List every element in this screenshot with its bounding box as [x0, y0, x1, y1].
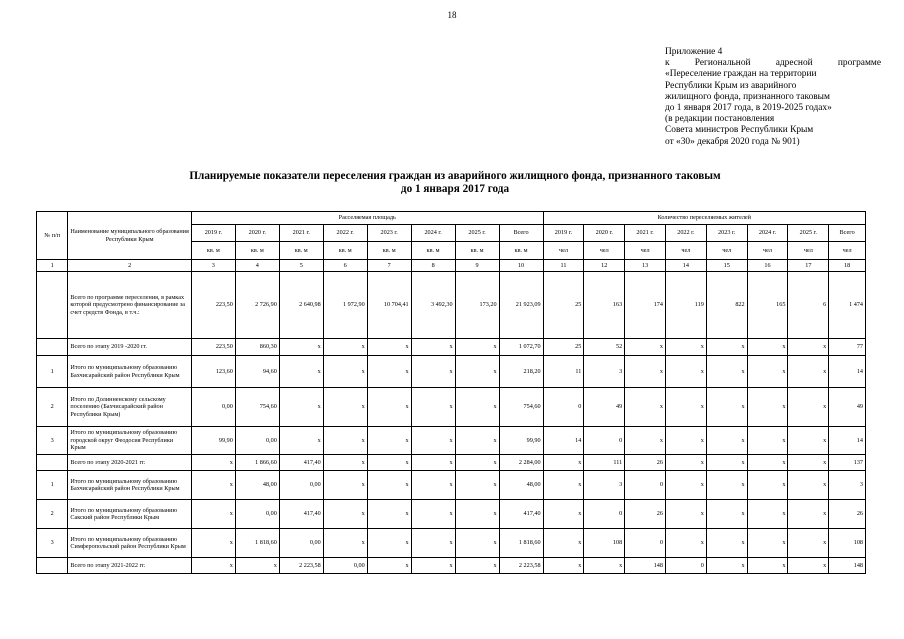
people-value: x	[625, 339, 666, 356]
people-value: x	[747, 388, 788, 427]
row-name: Итого по Долинненскому сельскому поселению (Бахчисарайский район Республики Крым)	[68, 388, 191, 427]
header-area-year: 2021 г.	[279, 225, 323, 242]
people-value: x	[788, 529, 829, 558]
header-people-group: Количество переселяемых жителей	[543, 212, 865, 225]
people-value: x	[543, 471, 584, 500]
header-people-year: 2019 г.	[543, 225, 584, 242]
area-value: x	[367, 427, 411, 455]
header-area-year: 2019 г.	[191, 225, 235, 242]
people-value: 26	[829, 500, 866, 529]
area-value: 48,00	[235, 471, 279, 500]
appendix-line: (в редакции постановления	[665, 114, 775, 125]
area-value: x	[367, 356, 411, 388]
area-value: 417,40	[279, 455, 323, 471]
people-value: x	[706, 427, 747, 455]
people-value: x	[788, 558, 829, 574]
row-number: 3	[37, 427, 68, 455]
area-value: x	[279, 427, 323, 455]
header-people-unit: чел	[829, 242, 866, 260]
area-value: 223,50	[191, 339, 235, 356]
area-value: 2 640,98	[279, 272, 323, 339]
area-value: 48,00	[499, 471, 543, 500]
area-value: 0,00	[279, 471, 323, 500]
area-value: x	[455, 339, 499, 356]
page-number: 18	[447, 10, 457, 20]
area-value: 94,60	[235, 356, 279, 388]
area-value: x	[191, 471, 235, 500]
header-people-year: 2020 г.	[584, 225, 625, 242]
area-value: x	[191, 529, 235, 558]
area-value: 1 072,70	[499, 339, 543, 356]
area-value: x	[323, 471, 367, 500]
people-value: 137	[829, 455, 866, 471]
area-value: 754,60	[499, 388, 543, 427]
header-area-unit: кв. м	[499, 242, 543, 260]
area-value: 0,00	[323, 558, 367, 574]
row-number: 3	[37, 529, 68, 558]
people-value: 0	[543, 388, 584, 427]
header-column-number: 11	[543, 260, 584, 272]
people-value: x	[747, 558, 788, 574]
area-value: x	[455, 529, 499, 558]
people-value: x	[665, 427, 706, 455]
area-value: x	[455, 356, 499, 388]
table-row	[37, 500, 866, 529]
area-value: 754,60	[235, 388, 279, 427]
row-name: Итого по муниципальному образованию городской округ Феодосия Республики Крым	[68, 427, 191, 455]
people-value: 14	[829, 427, 866, 455]
people-value: 148	[829, 558, 866, 574]
row-name: Всего по этапу 2021-2022 гг.	[68, 558, 191, 574]
area-value: 123,60	[191, 356, 235, 388]
header-people-unit: чел	[665, 242, 706, 260]
area-value: x	[323, 339, 367, 356]
header-people-year: 2021 г.	[625, 225, 666, 242]
row-number: 2	[37, 388, 68, 427]
people-value: 174	[625, 272, 666, 339]
people-value: 165	[747, 272, 788, 339]
header-name: Наименование муниципального образования Республики Крым	[68, 212, 191, 260]
header-column-number: 6	[323, 260, 367, 272]
appendix-line: жилищного фонда, признанного таковым	[665, 91, 830, 102]
people-value: 108	[829, 529, 866, 558]
header-people-unit: чел	[747, 242, 788, 260]
area-value: x	[455, 427, 499, 455]
people-value: x	[706, 500, 747, 529]
header-area-year: 2020 г.	[235, 225, 279, 242]
area-value: 21 923,09	[499, 272, 543, 339]
header-area-year: 2023 г.	[367, 225, 411, 242]
area-value: 1 818,60	[235, 529, 279, 558]
area-value: 2 223,58	[279, 558, 323, 574]
area-value: x	[411, 339, 455, 356]
table-row	[37, 427, 866, 455]
people-value: x	[747, 471, 788, 500]
people-value: 108	[584, 529, 625, 558]
people-value: x	[788, 471, 829, 500]
people-value: x	[543, 500, 584, 529]
area-value: 99,90	[191, 427, 235, 455]
header-people-year: 2022 г.	[665, 225, 706, 242]
people-value: x	[665, 471, 706, 500]
area-value: x	[279, 339, 323, 356]
area-value: x	[323, 500, 367, 529]
people-value: 26	[625, 500, 666, 529]
area-value: x	[367, 339, 411, 356]
area-value: 0,00	[235, 427, 279, 455]
table-row	[37, 471, 866, 500]
header-area-unit: кв. м	[191, 242, 235, 260]
header-people-unit: чел	[706, 242, 747, 260]
header-people-year: Всего	[829, 225, 866, 242]
area-value: x	[367, 500, 411, 529]
appendix-note	[665, 47, 881, 148]
people-value: x	[543, 529, 584, 558]
area-value: x	[279, 356, 323, 388]
area-value: 223,50	[191, 272, 235, 339]
area-value: 417,40	[499, 500, 543, 529]
area-value: x	[411, 471, 455, 500]
header-area-year: 2025 г.	[455, 225, 499, 242]
area-value: x	[191, 558, 235, 574]
header-column-number: 16	[747, 260, 788, 272]
area-value: x	[367, 388, 411, 427]
header-column-number: 4	[235, 260, 279, 272]
row-name: Всего по этапу 2019 -2020 гг.	[68, 339, 191, 356]
header-people-year: 2024 г.	[747, 225, 788, 242]
area-value: 0,00	[279, 529, 323, 558]
people-value: x	[747, 356, 788, 388]
header-people-unit: чел	[543, 242, 584, 260]
people-value: 0	[625, 471, 666, 500]
people-value: x	[747, 455, 788, 471]
people-value: x	[788, 356, 829, 388]
people-value: x	[665, 339, 706, 356]
area-value: x	[367, 471, 411, 500]
appendix-line: Приложение 4	[665, 47, 723, 57]
header-column-number: 12	[584, 260, 625, 272]
area-value: x	[323, 427, 367, 455]
resettlement-table	[36, 211, 866, 574]
header-column-number: 7	[367, 260, 411, 272]
people-value: x	[625, 388, 666, 427]
header-area-unit: кв. м	[411, 242, 455, 260]
table-row	[37, 455, 866, 471]
area-value: x	[411, 558, 455, 574]
people-value: x	[665, 388, 706, 427]
header-area-year: Всего	[499, 225, 543, 242]
people-value: x	[788, 339, 829, 356]
people-value: x	[706, 356, 747, 388]
people-value: x	[706, 388, 747, 427]
people-value: x	[665, 500, 706, 529]
people-value: x	[747, 427, 788, 455]
area-value: 218,20	[499, 356, 543, 388]
header-column-number: 15	[706, 260, 747, 272]
header-area-year: 2022 г.	[323, 225, 367, 242]
people-value: x	[747, 500, 788, 529]
area-value: 1 818,60	[499, 529, 543, 558]
people-value: 6	[788, 272, 829, 339]
header-column-number: 18	[829, 260, 866, 272]
row-name: Всего по программе переселения, в рамках которой предусмотрено финансирование за счет средств Фонда, в т.ч.:	[68, 272, 191, 339]
header-area-group: Расселяемая площадь	[191, 212, 543, 225]
header-area-unit: кв. м	[323, 242, 367, 260]
area-value: x	[323, 455, 367, 471]
row-name: Итого по муниципальному образованию Сакский район Республики Крым	[68, 500, 191, 529]
area-value: x	[235, 558, 279, 574]
area-value: 0,00	[191, 388, 235, 427]
table-row	[37, 356, 866, 388]
appendix-line: «Переселение граждан на территории	[665, 69, 817, 80]
area-value: x	[411, 455, 455, 471]
people-value: x	[706, 471, 747, 500]
document-title-line-2: до 1 января 2017 года	[400, 183, 510, 195]
header-people-year: 2023 г.	[706, 225, 747, 242]
header-people-unit: чел	[584, 242, 625, 260]
row-number	[37, 558, 68, 574]
area-value: x	[279, 388, 323, 427]
row-number: 2	[37, 500, 68, 529]
area-value: 99,90	[499, 427, 543, 455]
area-value: 2 223,58	[499, 558, 543, 574]
people-value: 0	[584, 500, 625, 529]
people-value: 14	[829, 356, 866, 388]
header-area-unit: кв. м	[455, 242, 499, 260]
people-value: 25	[543, 339, 584, 356]
header-column-number: 2	[68, 260, 191, 272]
header-column-number: 8	[411, 260, 455, 272]
row-name: Итого по муниципальному образованию Бахчисарайский район Республики Крым	[68, 356, 191, 388]
people-value: 822	[706, 272, 747, 339]
row-number: 1	[37, 471, 68, 500]
table-row	[37, 529, 866, 558]
area-value: x	[411, 356, 455, 388]
document-title-line-1: Планируемые показатели переселения граждан из аварийного жилищного фонда, признанного таковым	[189, 170, 721, 182]
people-value: 3	[829, 471, 866, 500]
people-value: 111	[584, 455, 625, 471]
appendix-line: Республики Крым из аварийного	[665, 80, 797, 91]
people-value: 0	[665, 558, 706, 574]
people-value: x	[706, 558, 747, 574]
people-value: 0	[625, 529, 666, 558]
people-value: 1 474	[829, 272, 866, 339]
area-value: x	[323, 529, 367, 558]
area-value: 417,40	[279, 500, 323, 529]
header-area-unit: кв. м	[367, 242, 411, 260]
table-row	[37, 558, 866, 574]
people-value: x	[706, 455, 747, 471]
header-area-year: 2024 г.	[411, 225, 455, 242]
area-value: 1 866,60	[235, 455, 279, 471]
people-value: 3	[584, 356, 625, 388]
row-number	[37, 455, 68, 471]
header-column-number: 14	[665, 260, 706, 272]
header-column-number: 1	[37, 260, 68, 272]
row-name: Итого по муниципальному образованию Симферопольский район Республики Крым	[68, 529, 191, 558]
people-value: x	[543, 558, 584, 574]
area-value: 0,00	[235, 500, 279, 529]
people-value: 77	[829, 339, 866, 356]
area-value: x	[191, 455, 235, 471]
row-name: Итого по муниципальному образованию Бахчисарайский район Республики Крым	[68, 471, 191, 500]
people-value: x	[543, 455, 584, 471]
people-value: 25	[543, 272, 584, 339]
area-value: 860,30	[235, 339, 279, 356]
table-row	[37, 272, 866, 339]
row-number: 1	[37, 356, 68, 388]
header-column-number: 3	[191, 260, 235, 272]
people-value: x	[665, 455, 706, 471]
area-value: 10 704,41	[367, 272, 411, 339]
area-value: x	[367, 529, 411, 558]
area-value: x	[367, 455, 411, 471]
area-value: x	[455, 558, 499, 574]
area-value: x	[367, 558, 411, 574]
area-value: 1 972,90	[323, 272, 367, 339]
header-column-number: 5	[279, 260, 323, 272]
area-value: x	[455, 388, 499, 427]
area-value: 2 726,90	[235, 272, 279, 339]
people-value: x	[788, 500, 829, 529]
row-number	[37, 272, 68, 339]
area-value: x	[455, 455, 499, 471]
header-column-number: 17	[788, 260, 829, 272]
people-value: x	[625, 427, 666, 455]
people-value: x	[706, 339, 747, 356]
area-value: x	[455, 500, 499, 529]
table-row	[37, 388, 866, 427]
area-value: x	[411, 500, 455, 529]
people-value: 0	[584, 427, 625, 455]
table-row	[37, 339, 866, 356]
header-area-unit: кв. м	[235, 242, 279, 260]
header-area-unit: кв. м	[279, 242, 323, 260]
people-value: 3	[584, 471, 625, 500]
people-value: x	[625, 356, 666, 388]
header-people-unit: чел	[788, 242, 829, 260]
header-column-number: 9	[455, 260, 499, 272]
people-value: 119	[665, 272, 706, 339]
row-name: Всего по этапу 2020-2021 гг.	[68, 455, 191, 471]
people-value: x	[747, 339, 788, 356]
people-value: x	[665, 356, 706, 388]
people-value: x	[706, 529, 747, 558]
people-value: 49	[829, 388, 866, 427]
people-value: 26	[625, 455, 666, 471]
header-num: № п/п	[37, 212, 68, 260]
row-number	[37, 339, 68, 356]
area-value: x	[411, 427, 455, 455]
area-value: x	[323, 356, 367, 388]
people-value: x	[665, 529, 706, 558]
people-value: x	[747, 529, 788, 558]
header-column-number: 13	[625, 260, 666, 272]
area-value: x	[455, 471, 499, 500]
appendix-line: Совета министров Республики Крым	[665, 125, 814, 136]
header-people-year: 2025 г.	[788, 225, 829, 242]
people-value: x	[584, 558, 625, 574]
header-column-number: 10	[499, 260, 543, 272]
appendix-line: до 1 января 2017 года, в 2019-2025 годах»	[665, 103, 832, 114]
area-value: 173,20	[455, 272, 499, 339]
people-value: 14	[543, 427, 584, 455]
people-value: x	[788, 455, 829, 471]
area-value: 2 284,00	[499, 455, 543, 471]
document-title	[140, 170, 770, 196]
header-people-unit: чел	[625, 242, 666, 260]
people-value: 49	[584, 388, 625, 427]
appendix-line: от «30» декабря 2020 года № 901)	[665, 136, 800, 147]
area-value: x	[411, 529, 455, 558]
people-value: 163	[584, 272, 625, 339]
people-value: x	[788, 427, 829, 455]
people-value: 148	[625, 558, 666, 574]
people-value: x	[788, 388, 829, 427]
area-value: x	[411, 388, 455, 427]
area-value: x	[323, 388, 367, 427]
appendix-line: к Региональной адресной программе	[665, 58, 881, 69]
people-value: 52	[584, 339, 625, 356]
area-value: x	[191, 500, 235, 529]
area-value: 3 492,30	[411, 272, 455, 339]
people-value: 11	[543, 356, 584, 388]
